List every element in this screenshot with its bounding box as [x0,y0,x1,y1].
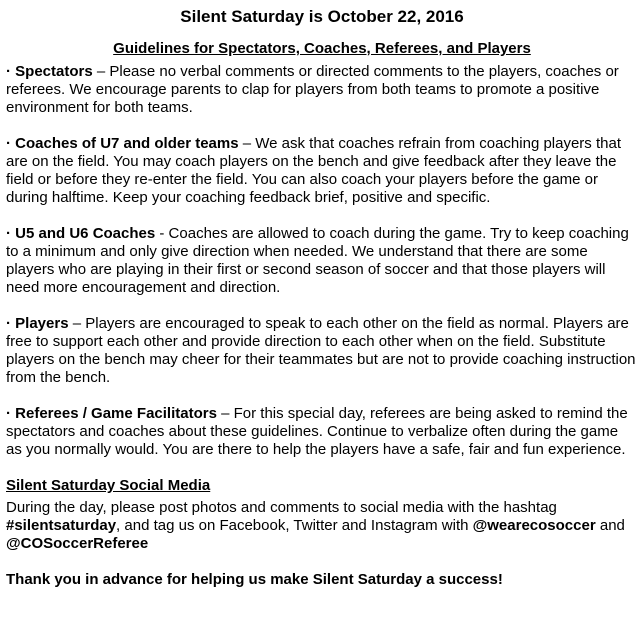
bullet: · [6,405,11,422]
section-text: - Coaches are allowed to coach during the game. Try to keep coaching to a minimum and only give direction when needed. We understand that there are some players who are playing in their first or second season of soccer and that those players will need more encouragement and direction. [6,225,629,296]
section-term: Referees / Game Facilitators [15,405,217,422]
handle-cosoccerreferee: @COSoccerReferee [6,535,149,552]
section-term: U5 and U6 Coaches [15,225,156,242]
social-text-1: During the day, please post photos and comments to social media with the hashtag [6,499,557,516]
section-text: – Please no verbal comments or directed comments to the players, coaches or referees. We encourage parents to clap for players from both teams to promote a positive environment for both teams. [6,63,619,116]
closing-text: Thank you in advance for helping us make Silent Saturday a success! [6,571,503,588]
section-term: Players [15,315,69,332]
social-text-3: and [595,517,625,534]
section-term: Spectators [15,63,93,80]
section-players [6,315,638,387]
social-media-heading: Silent Saturday Social Media [6,477,211,494]
section-text: – Players are encouraged to speak to each other on the field as normal. Players are free to support each other and provide direction to each other when on the field. Substitute players on the bench may cheer for their teammates but are not to provide coaching instruction from the bench. [6,315,636,386]
section-text: – For this special day, referees are being asked to remind the spectators and coaches about these guidelines. Continue to verbalize often during the game as you normally would. You are there to help the players have a safe, fair and fun experience. [6,405,628,458]
social-text-2: , and tag us on Facebook, Twitter and Instagram with [116,517,473,534]
social-media-text [6,499,638,553]
guidelines-heading: Guidelines for Spectators, Coaches, Referees, and Players [113,40,531,57]
section-coaches-u5-u6 [6,225,638,297]
bullet: · [6,135,11,152]
section-referees [6,405,638,459]
hashtag: #silentsaturday [6,517,117,534]
bullet: · [6,315,11,332]
handle-wearecosoccer: @wearecosoccer [472,517,596,534]
bullet: · [6,225,11,242]
page-title: Silent Saturday is October 22, 2016 [180,7,464,26]
section-spectators [6,63,638,117]
section-coaches-u7 [6,135,638,207]
section-term: Coaches of U7 and older teams [15,135,239,152]
section-text: – We ask that coaches refrain from coaching players that are on the field. You may coach players on the bench and give feedback after they leave the field or before they re-enter the field. You can also coach your players before the game or during halftime. Keep your coaching feedback brief, positive and specific. [6,135,621,206]
bullet: · [6,63,11,80]
